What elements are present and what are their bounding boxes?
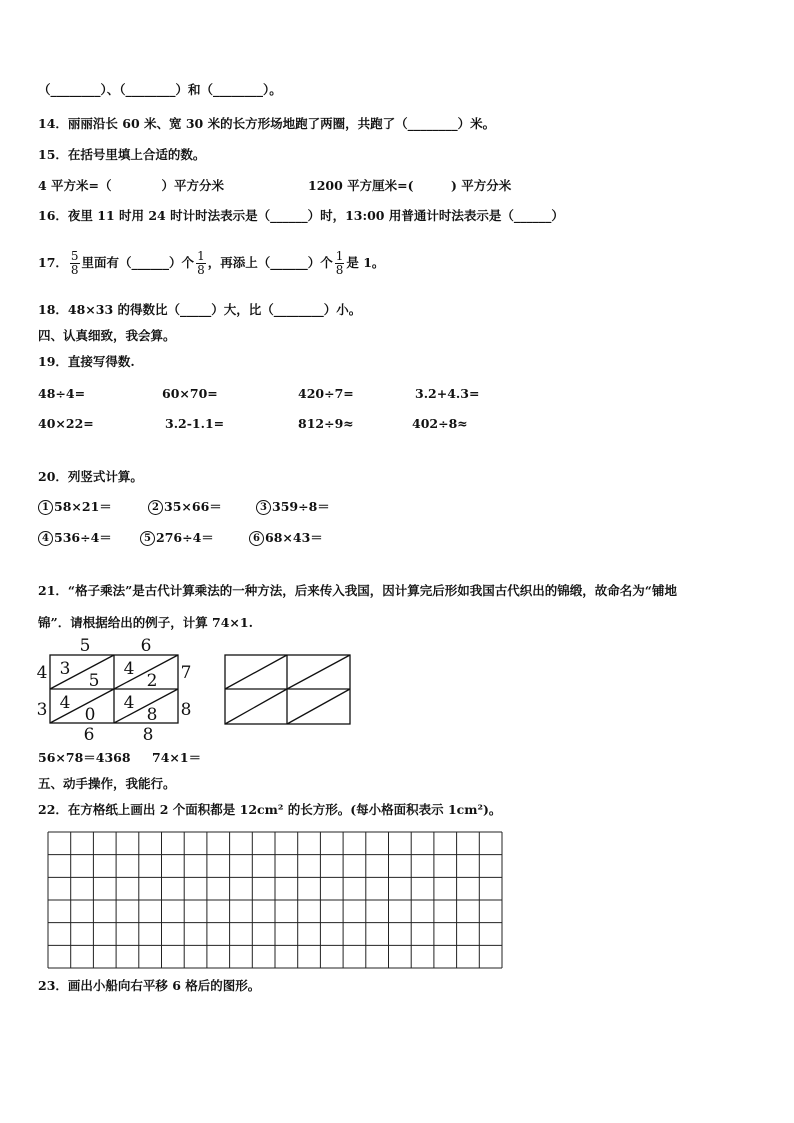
blank-diagonal	[225, 689, 287, 724]
question-20: 20．列竖式计算。	[38, 469, 143, 484]
blank-diagonal	[225, 655, 287, 689]
q20-item-3: 3 359÷8＝	[256, 499, 330, 515]
circled-number-2: 2	[148, 500, 163, 515]
circled-number-5: 5	[140, 531, 155, 546]
q20-item-6: 6 68×43＝	[249, 530, 323, 546]
question-15: 15．在括号里填上合适的数。	[38, 147, 206, 162]
q19-r2-c3: 812÷9≈	[298, 416, 354, 431]
q15-item-b: 1200 平方厘米=( ) 平方分米	[308, 178, 512, 193]
question-21-line-1: 21．“格子乘法”是古代计算乘法的一种方法，后来传入我国，因计算完后形如我国古代织出的锦缎，故命名为“铺地	[38, 583, 677, 598]
example-cell-units: 2	[146, 671, 158, 691]
q19-r1-c4: 3.2+4.3=	[415, 386, 480, 401]
q19-r1-c1: 48÷4=	[38, 386, 86, 401]
example-right-digit: 7	[180, 663, 192, 683]
blank-diagonal	[287, 689, 350, 724]
example-cell-units: 5	[88, 671, 100, 691]
q19-r1-c2: 60×70=	[162, 386, 218, 401]
graph-paper-grid[interactable]	[46, 830, 504, 970]
q19-r2-c4: 402÷8≈	[412, 416, 468, 431]
example-cell-tens: 4	[59, 693, 71, 713]
q17-mid-1: 里面有（______）个	[81, 255, 195, 270]
question-19: 19．直接写得数.	[38, 354, 135, 369]
example-right-digit: 8	[180, 700, 192, 720]
example-top-digit: 6	[140, 636, 152, 656]
example-cell-units: 0	[84, 705, 96, 725]
section-4-heading: 四、认真细致，我会算。	[38, 328, 176, 343]
section-5-heading: 五、动手操作，我能行。	[38, 776, 176, 791]
example-bottom-digit: 8	[142, 725, 154, 745]
q21-task: 74×1＝	[152, 750, 202, 765]
circled-number-1: 1	[38, 500, 53, 515]
example-cell-tens: 3	[59, 659, 71, 679]
example-left-digit: 4	[36, 663, 48, 683]
question-22: 22．在方格纸上画出 2 个面积都是 12cm² 的长方形。(每小格面积表示 1cm²)。	[38, 802, 502, 817]
q15-item-a: 4 平方米=（ ）平方分米	[38, 178, 225, 193]
circled-number-3: 3	[256, 500, 271, 515]
question-17	[38, 248, 384, 278]
example-left-digit: 3	[36, 700, 48, 720]
blank-diagonal	[287, 655, 350, 689]
example-top-digit: 5	[79, 636, 91, 656]
q17-fraction-3: $\frac{1}{8}$	[335, 249, 344, 277]
question-18: 18．48×33 的得数比（_____）大，比（________）小。	[38, 302, 362, 317]
q17-suffix: 是 1。	[346, 255, 385, 270]
question-21-line-2: 锦”．请根据给出的例子，计算 74×1.	[38, 615, 253, 630]
q20-item-2: 2 35×66＝	[148, 499, 222, 515]
q13-blanks-line: （________）、（________）和（________）。	[38, 82, 282, 97]
q20-item-1: 1 58×21＝	[38, 499, 112, 515]
lattice-multiplication-example	[30, 636, 200, 746]
circled-number-4: 4	[38, 531, 53, 546]
q20-item-5: 5 276÷4＝	[140, 530, 214, 546]
example-cell-tens: 4	[123, 659, 135, 679]
q19-r1-c3: 420÷7=	[298, 386, 354, 401]
example-cell-units: 8	[146, 705, 158, 725]
lattice-blank-grid	[220, 650, 355, 728]
circled-number-6: 6	[249, 531, 264, 546]
q17-mid-2: ，再添上（______）个	[207, 255, 333, 270]
q17-fraction-2: $\frac{1}{8}$	[197, 249, 205, 277]
question-14: 14．丽丽沿长 60 米、宽 30 米的长方形场地跑了两圈，共跑了（________）米。	[38, 116, 496, 131]
q19-r2-c1: 40×22=	[38, 416, 94, 431]
q17-prefix: 17．	[38, 255, 68, 270]
example-cell-tens: 4	[123, 693, 135, 713]
q21-example-result: 56×78＝4368	[38, 750, 131, 765]
question-16: 16．夜里 11 时用 24 时计时法表示是（______）时，13:00 用普通计时法表示是（______）	[38, 208, 564, 223]
q17-fraction-1: $\frac{5}{8}$	[70, 249, 79, 277]
q19-r2-c2: 3.2-1.1=	[165, 416, 225, 431]
q20-item-4: 4 536÷4＝	[38, 530, 112, 546]
question-23: 23．画出小船向右平移 6 格后的图形。	[38, 978, 261, 993]
example-bottom-digit: 6	[83, 725, 95, 745]
